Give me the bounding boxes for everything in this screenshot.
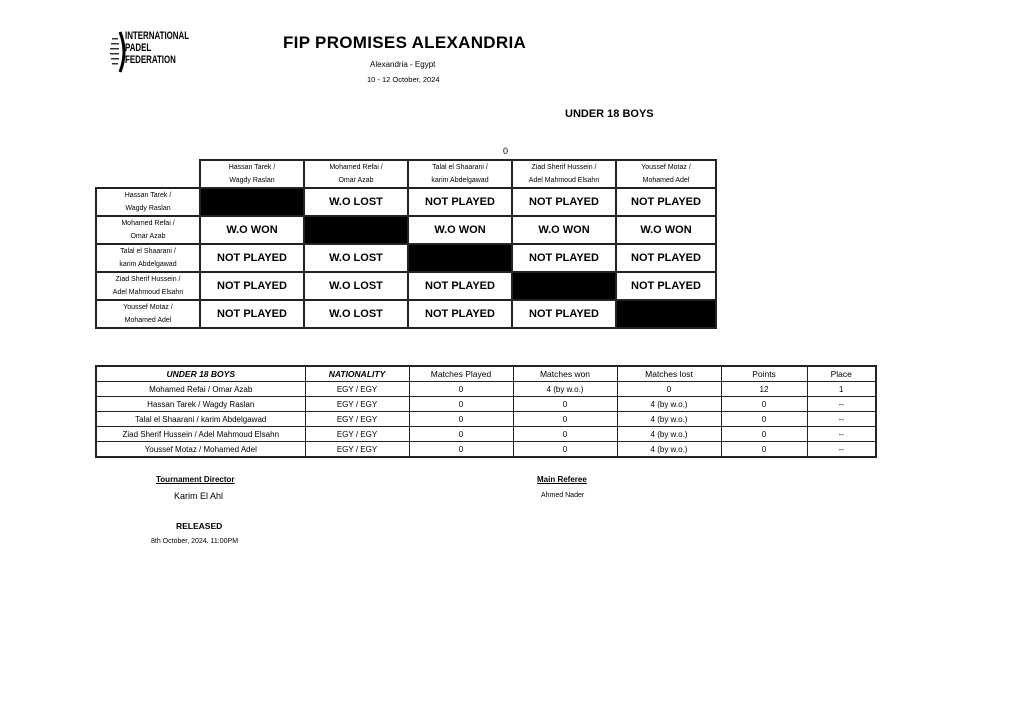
table-cell: Ziad Sherif Hussein / Adel Mahmoud Elsahn <box>96 427 305 442</box>
team-line: Mohamed Adel <box>124 317 172 324</box>
table-cell: 0 <box>513 412 617 427</box>
row-team <box>96 216 200 244</box>
table-cell: -- <box>807 442 876 458</box>
table-cell: EGY / EGY <box>305 382 409 397</box>
logo-line: FEDERATION <box>125 54 176 66</box>
column-header: Points <box>721 366 807 382</box>
table-cell: 4 (by w.o.) <box>617 412 721 427</box>
column-team <box>304 160 408 188</box>
column-team <box>616 160 716 188</box>
table-row <box>96 442 876 458</box>
table-row <box>96 427 876 442</box>
team-line: Mohamed Adel <box>642 177 690 184</box>
director-label: Tournament Director <box>156 475 235 484</box>
result-cell: W.O LOST <box>304 300 408 328</box>
result-cell: W.O LOST <box>304 244 408 272</box>
results-matrix <box>95 159 717 329</box>
team-line: Talal el Shaarani / <box>120 248 176 255</box>
row-team <box>96 300 200 328</box>
table-cell: 4 (by w.o.) <box>617 397 721 412</box>
result-cell: NOT PLAYED <box>408 300 512 328</box>
team-line: Hassan Tarek / <box>228 164 276 171</box>
logo-line: PADEL <box>125 42 152 54</box>
team-line: Wagdy Raslan <box>229 177 275 184</box>
column-header: UNDER 18 BOYS <box>96 366 305 382</box>
logo-text <box>125 30 189 66</box>
table-cell: 0 <box>409 427 513 442</box>
table-cell: Talal el Shaarani / karim Abdelgawad <box>96 412 305 427</box>
team-line: Youssef Motaz / <box>123 304 173 311</box>
blocked-cell <box>408 244 512 272</box>
table-cell: 1 <box>807 382 876 397</box>
result-cell: W.O WON <box>408 216 512 244</box>
table-row <box>96 397 876 412</box>
team-line: Wagdy Raslan <box>125 205 171 212</box>
table-cell: 0 <box>513 427 617 442</box>
matrix-row <box>96 300 716 328</box>
table-cell: Hassan Tarek / Wagdy Raslan <box>96 397 305 412</box>
standings-header <box>96 366 876 382</box>
matrix-header-row <box>96 160 716 188</box>
result-cell: NOT PLAYED <box>200 244 304 272</box>
team-line: Mohamed Refai / <box>121 220 175 227</box>
referee-label: Main Referee <box>537 475 587 484</box>
result-cell: NOT PLAYED <box>616 244 716 272</box>
table-cell: 0 <box>721 442 807 458</box>
column-team <box>512 160 616 188</box>
result-cell: W.O WON <box>200 216 304 244</box>
table-cell: Mohamed Refai / Omar Azab <box>96 382 305 397</box>
column-header: Place <box>807 366 876 382</box>
result-cell: NOT PLAYED <box>408 272 512 300</box>
column-header: Matches won <box>513 366 617 382</box>
row-team <box>96 244 200 272</box>
released-label: RELEASED <box>176 521 223 531</box>
row-team <box>96 188 200 216</box>
team-line: Omar Azab <box>338 177 374 184</box>
table-cell: 0 <box>409 382 513 397</box>
blocked-cell <box>200 188 304 216</box>
result-cell: NOT PLAYED <box>200 300 304 328</box>
column-header: Matches lost <box>617 366 721 382</box>
table-cell: 0 <box>409 397 513 412</box>
result-cell: NOT PLAYED <box>512 300 616 328</box>
team-line: Mohamed Refai / <box>329 164 383 171</box>
result-cell: NOT PLAYED <box>616 188 716 216</box>
team-line: Adel Mahmoud Elsahn <box>112 289 184 296</box>
team-line: Youssef Motaz / <box>641 164 691 171</box>
blocked-cell <box>512 272 616 300</box>
blocked-cell <box>616 300 716 328</box>
table-cell: 0 <box>409 442 513 458</box>
team-line: Hassan Tarek / <box>124 192 172 199</box>
result-cell: W.O WON <box>512 216 616 244</box>
team-line: Omar Azab <box>130 233 166 240</box>
result-cell: NOT PLAYED <box>408 188 512 216</box>
standings-table <box>95 365 877 458</box>
table-cell: EGY / EGY <box>305 397 409 412</box>
team-line: karim Abdelgawad <box>119 261 177 268</box>
dates: 10 - 12 October, 2024 <box>367 75 440 84</box>
table-cell: EGY / EGY <box>305 427 409 442</box>
matrix-row <box>96 188 716 216</box>
released-date: 8th October, 2024. 11:00PM <box>151 538 239 545</box>
category-title: UNDER 18 BOYS <box>565 108 654 120</box>
result-cell: NOT PLAYED <box>512 188 616 216</box>
matrix-row <box>96 244 716 272</box>
referee-name: Ahmed Nader <box>541 492 585 499</box>
corner-cell <box>96 160 200 188</box>
result-cell: NOT PLAYED <box>200 272 304 300</box>
table-cell: 4 (by w.o.) <box>617 427 721 442</box>
column-header: NATIONALITY <box>305 366 409 382</box>
table-cell: 0 <box>409 412 513 427</box>
column-header: Matches Played <box>409 366 513 382</box>
logo-line: INTERNATIONAL <box>125 30 190 42</box>
table-cell: 4 (by w.o.) <box>617 442 721 458</box>
team-line: Ziad Sherif Hussein / <box>115 276 181 283</box>
tournament-title: FIP PROMISES ALEXANDRIA <box>283 33 527 52</box>
table-cell: 0 <box>513 442 617 458</box>
table-cell: 0 <box>721 412 807 427</box>
row-team <box>96 272 200 300</box>
table-cell: -- <box>807 397 876 412</box>
group-label: 0 <box>503 146 509 156</box>
table-cell: 0 <box>617 382 721 397</box>
result-cell: W.O LOST <box>304 272 408 300</box>
director-name: Karim El Ahl <box>174 491 224 501</box>
result-cell: W.O WON <box>616 216 716 244</box>
table-cell: 4 (by w.o.) <box>513 382 617 397</box>
team-line: Ziad Sherif Hussein / <box>531 164 597 171</box>
matrix-row <box>96 272 716 300</box>
table-cell: -- <box>807 412 876 427</box>
location: Alexandria - Egypt <box>370 60 436 69</box>
result-cell: NOT PLAYED <box>512 244 616 272</box>
result-cell: W.O LOST <box>304 188 408 216</box>
table-cell: 0 <box>721 397 807 412</box>
column-team <box>408 160 512 188</box>
matrix-row <box>96 216 716 244</box>
table-cell: EGY / EGY <box>305 442 409 458</box>
result-cell: NOT PLAYED <box>616 272 716 300</box>
table-row <box>96 382 876 397</box>
team-line: Adel Mahmoud Elsahn <box>528 177 600 184</box>
table-cell: EGY / EGY <box>305 412 409 427</box>
team-line: karim Abdelgawad <box>431 177 489 184</box>
column-team <box>200 160 304 188</box>
table-cell: 0 <box>721 427 807 442</box>
table-cell: 12 <box>721 382 807 397</box>
table-cell: Youssef Motaz / Mohamed Adel <box>96 442 305 458</box>
table-cell: 0 <box>513 397 617 412</box>
team-line: Talal el Shaarani / <box>432 164 488 171</box>
table-row <box>96 412 876 427</box>
table-cell: -- <box>807 427 876 442</box>
blocked-cell <box>304 216 408 244</box>
